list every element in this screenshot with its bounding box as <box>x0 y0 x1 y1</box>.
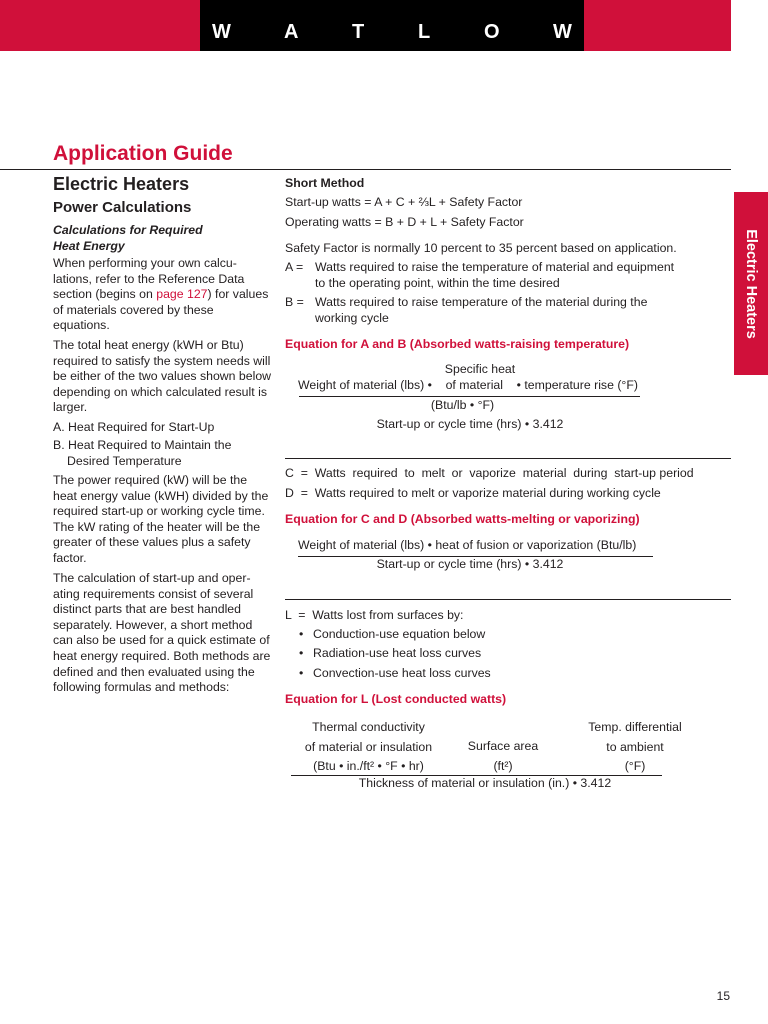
operating-watts-formula: Operating watts = B + D + L + Safety Factor <box>285 215 524 229</box>
eq-cd-denominator: Start-up or cycle time (hrs) • 3.412 <box>376 557 564 571</box>
eq-ab-fraction-bar <box>299 396 640 397</box>
def-d: D = Watts required to melt or vaporize material during working cycle <box>285 486 661 500</box>
title-rule <box>0 169 731 170</box>
page-title: Application Guide <box>53 142 233 165</box>
short-method-heading: Short Method <box>285 176 365 190</box>
eq-ab-specific-heat: Specific heat <box>444 362 516 376</box>
logo-letter: A <box>284 21 299 43</box>
eq-cd-numerator: Weight of material (lbs) • heat of fusion or vaporization (Btu/lb) <box>298 538 637 552</box>
watlow-logo <box>200 0 584 51</box>
section-subtitle: Power Calculations <box>53 199 192 216</box>
list-item-b: B. Heat Required to Maintain the <box>53 438 232 452</box>
eq-l-surface-area: Surface area (ft²) <box>467 739 539 773</box>
section-rule <box>285 599 731 600</box>
def-b-text-cont: working cycle <box>315 311 389 325</box>
eq-cd-title: Equation for C and D (Absorbed watts-melting or vaporizing) <box>285 512 640 526</box>
section-rule <box>285 458 731 459</box>
logo-letter: W <box>553 21 572 43</box>
logo-letter: L <box>418 21 431 43</box>
bullet-item: • Convection-use heat loss curves <box>299 666 491 680</box>
def-a-text: Watts required to raise the temperature of material and equipment <box>315 260 675 274</box>
section-title: Electric Heaters <box>53 174 190 194</box>
eq-ab-numerator: Weight of material (lbs) • of material • temperature rise (°F) <box>298 378 638 392</box>
bullet-item: • Radiation-use heat loss curves <box>299 646 482 660</box>
side-tab <box>734 192 768 375</box>
eq-l-conductivity: Thermal conductivity of material or insulation (Btu • in./ft² • °F • hr) <box>304 720 433 773</box>
logo-letter: O <box>484 21 500 43</box>
def-c: C = Watts required to melt or vaporize material during start-up period <box>285 466 694 480</box>
side-tab-label: Electric Heaters <box>743 228 759 339</box>
left-paragraph-3: The power required (kW) will be the heat energy value (kWH) divided by the required start-up or working cycle time. The kW rating of the heater will be the greater of these values plus a safety factor. <box>53 473 269 565</box>
startup-watts-formula: Start-up watts = A + C + ⅔L + Safety Factor <box>285 195 523 209</box>
logo-letter: W <box>212 21 231 43</box>
eq-ab-title: Equation for A and B (Absorbed watts-raising temperature) <box>285 337 630 351</box>
eq-ab-denominator: Start-up or cycle time (hrs) • 3.412 <box>376 417 564 431</box>
def-a-text-cont: to the operating point, within the time desired <box>315 276 560 290</box>
list-item-a: A. Heat Required for Start-Up <box>53 420 215 434</box>
eq-l-title: Equation for L (Lost conducted watts) <box>285 692 507 706</box>
def-b-label: B = <box>285 295 304 309</box>
left-paragraph-2: The total heat energy (kWH or Btu) required to satisfy the system needs will be either of the two values shown below depending on which calculated result is larger. <box>53 338 272 415</box>
list-item-b-cont: Desired Temperature <box>67 454 182 468</box>
page-link[interactable]: page 127 <box>156 287 208 302</box>
logo-letter: T <box>352 21 365 43</box>
safety-factor-note: Safety Factor is normally 10 percent to 35 percent based on application. <box>285 241 677 255</box>
eq-l-temp-diff: Temp. differential to ambient (°F) <box>588 720 682 773</box>
left-paragraph-1: When performing your own calcu-lations, refer to the Reference Data section (begins on page 127) for values of materials covered by these equations. <box>53 256 269 333</box>
def-a-label: A = <box>285 260 304 274</box>
header-band-left <box>0 0 200 51</box>
eq-l-denominator: Thickness of material or insulation (in.) • 3.412 <box>358 776 612 790</box>
def-b-text: Watts required to raise temperature of the material during the <box>315 295 648 309</box>
eq-ab-units: (Btu/lb • °F) <box>430 398 495 412</box>
bullet-item: • Conduction-use equation below <box>299 627 486 641</box>
page-number: 15 <box>716 989 730 1003</box>
subhead: Calculations for Required Heat Energy <box>53 223 203 253</box>
left-paragraph-4: The calculation of start-up and oper-ating requirements consist of several distinct parts that are best handled separately. However, a short method can also be used for a quick estimate of heat energy required. Both methods are defined and then evaluated using the following formulas and methods: <box>53 571 271 695</box>
header-band-right <box>584 0 731 51</box>
def-l: L = Watts lost from surfaces by: <box>285 608 464 622</box>
